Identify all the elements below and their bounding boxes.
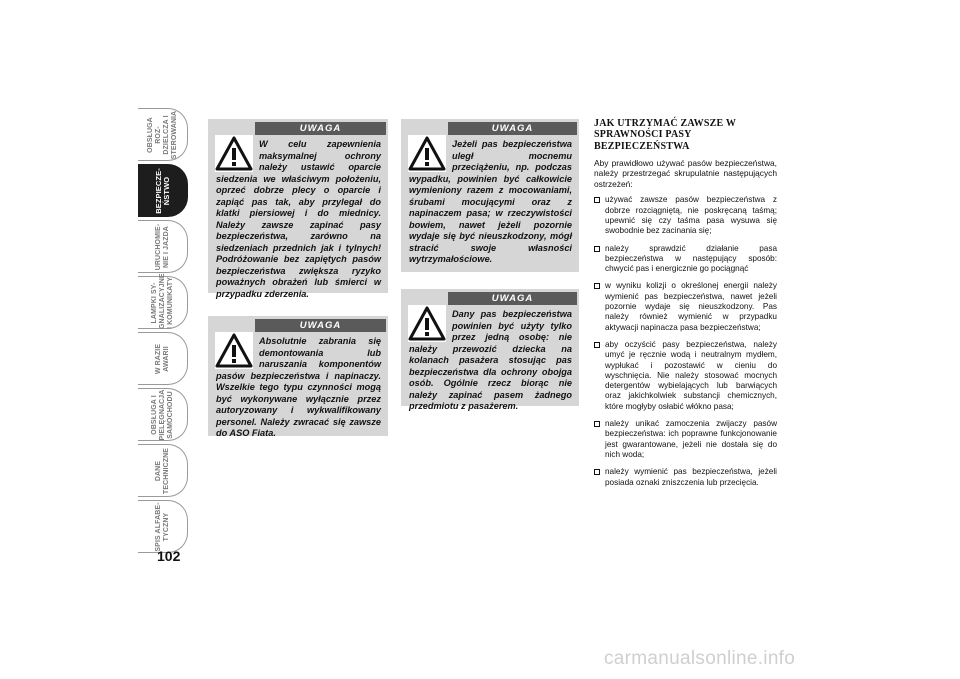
warning-triangle-icon bbox=[408, 135, 446, 172]
list-item bbox=[594, 281, 777, 332]
maintenance-section bbox=[594, 118, 777, 495]
tab-spis-alfabetyczny[interactable] bbox=[138, 500, 188, 553]
tab-dane-techniczne[interactable] bbox=[138, 444, 188, 497]
checkbox-square-icon bbox=[594, 342, 600, 348]
checkbox-square-icon bbox=[594, 421, 600, 427]
tab-label: SPIS ALFABE- TYCZNY bbox=[154, 501, 170, 552]
section-intro: Aby prawidłowo używać pasów bezpieczeństwa, należy przestrzegać skrupulatnie następujących ostrzeżeń: bbox=[594, 157, 777, 189]
tab-w-razie-awarii[interactable] bbox=[138, 332, 188, 385]
section-title: JAK UTRZYMAĆ ZAWSZE W SPRAWNOŚCI PASY BEZPIECZEŃSTWA bbox=[594, 118, 736, 152]
tab-obsluga-rozdzielcza[interactable] bbox=[138, 108, 188, 161]
list-item-text: należy unikać zamoczenia zwijaczy pasów bezpieczeństwa: ich poprawne funkcjonowanie jest gwarantowane, jeżeli nie dostała się do nich woda; bbox=[605, 419, 777, 459]
tab-label: DANE TECHNICZNE bbox=[154, 447, 170, 494]
tab-label: OBSŁUGA ROZ- DZIELCZA I STEROWANIA bbox=[146, 110, 178, 159]
list-item-text: należy sprawdzić działanie pasa bezpieczeństwa w następujący sposób: chwycić pas i energicznie go pociągnąć bbox=[605, 243, 777, 274]
tab-label: BEZPIECZE- ŃSTWO bbox=[153, 167, 171, 214]
tab-label: OBSŁUGA I PIELĘGNACJA SAMOCHODU bbox=[150, 389, 174, 440]
warning-triangle-icon bbox=[408, 305, 446, 342]
chapter-tabs bbox=[138, 108, 190, 556]
list-item-text: w wyniku kolizji o określonej energii należy wymienić pas bezpieczeństwa, nawet jeżeli pozornie wydaje się nieuszkodzony. Pas należy również wymienić w przypadku aktywacji napinacza pasa bezpieczeństwa; bbox=[605, 281, 777, 332]
tab-label: W RAZIE AWARII bbox=[154, 343, 170, 374]
list-item bbox=[594, 195, 777, 236]
list-item-text: aby oczyścić pasy bezpieczeństwa, należy umyć je ręcznie wodą i neutralnym mydłem, wypłukać i pozostawić w cieniu do wyschnięcia. Nie należy stosować mocnych detergentów wybielających lub barwiących oraz jakichkolwiek substancji chemicznych, które mogłyby osłabić włókno pasa; bbox=[605, 339, 777, 411]
warning-box bbox=[208, 316, 388, 436]
tab-label: URUCHOMIE- NIE I JAZDA bbox=[154, 223, 170, 270]
list-item-text: używać zawsze pasów bezpieczeństwa z dobrze rozciągniętą, nie poskręcaną taśmą; upewnić się czy taśma pasa wysuwa się swobodnie bez zacinania się; bbox=[605, 195, 777, 236]
warning-triangle-icon bbox=[215, 332, 253, 369]
list-item bbox=[594, 419, 777, 460]
tab-label: LAMPKI SY- GNALIZACYJNE I KOMUNIKATY bbox=[150, 272, 174, 329]
warning-box bbox=[401, 119, 579, 272]
list-item-text: należy wymienić pas bezpieczeństwa, jeżeli posiada oznaki zniszczenia lub przecięcia. bbox=[605, 467, 777, 487]
list-item bbox=[594, 340, 777, 412]
warning-box bbox=[208, 119, 388, 299]
list-item bbox=[594, 467, 777, 488]
checkbox-square-icon bbox=[594, 197, 600, 203]
list-item bbox=[594, 244, 777, 275]
warning-header: UWAGA bbox=[448, 292, 577, 305]
warning-text: Jeżeli pas bezpieczeństwa uległ mocnemu przeciążeniu, np. podczas wypadku, powinien być całkowicie wymieniony razem z mocowaniami, śrubami mocującymi oraz z napinaczem pasa; w rzeczywistości bowiem, nawet jeżeli pozornie wydaje się być nieuszkodzony, mógł stracić swoje własności wytrzymałościowe. bbox=[409, 139, 572, 264]
checkbox-square-icon bbox=[594, 283, 600, 289]
warning-triangle-icon bbox=[215, 135, 253, 172]
page-number: 102 bbox=[157, 548, 181, 564]
instruction-list bbox=[594, 195, 777, 487]
warning-text: Dany pas bezpieczeństwa powinien być użyty tylko przez jedną osobę: nie należy przewozić dziecka na kolanach pasażera stosując pas bezpieczeństwa dla ochrony obojga osób. Ogólnie rzecz biorąc nie należy zapinać pasem żadnego przedmiotu z pasażerem. bbox=[409, 309, 572, 411]
tab-obsluga-i-pielegnacja[interactable] bbox=[138, 388, 188, 441]
checkbox-square-icon bbox=[594, 246, 600, 252]
warning-text: Absolutnie zabrania się demontowania lub naruszania komponentów pasów bezpieczeństwa i napinaczy. Wszelkie tego typu czynności mogą być wykonywane wyłącznie przez autoryzowany i wykwalifikowany personel. Należy zwracać się zawsze do ASO Fiata. bbox=[216, 336, 381, 438]
checkbox-square-icon bbox=[594, 469, 600, 475]
tab-bezpieczenstwo[interactable] bbox=[138, 164, 188, 217]
watermark: carmanualsonline.info bbox=[604, 648, 796, 669]
warning-box bbox=[401, 289, 579, 411]
warning-header: UWAGA bbox=[255, 319, 386, 332]
warning-text: W celu zapewnienia maksymalnej ochrony należy ustawić oparcie siedzenia we właściwym położeniu, oprzeć dobrze plecy o oparcie i zapiąć pas tak, aby przylegał do klatki piersiowej i do miednicy. Należy zawsze zapinać pasy bezpieczeństwa, zarówno na siedzeniach przednich jak i tylnych! Podróżowanie bez zapiętych pasów bezpieczeństwa zwiększa ryzyko poważnych obrażeń lub śmierci w przypadku zderzenia. bbox=[216, 139, 381, 299]
tab-uruchomienie-i-jazda[interactable] bbox=[138, 220, 188, 273]
warning-header: UWAGA bbox=[255, 122, 386, 135]
tab-lampki-sygnalizacyjne[interactable] bbox=[138, 272, 188, 329]
warning-header: UWAGA bbox=[448, 122, 577, 135]
